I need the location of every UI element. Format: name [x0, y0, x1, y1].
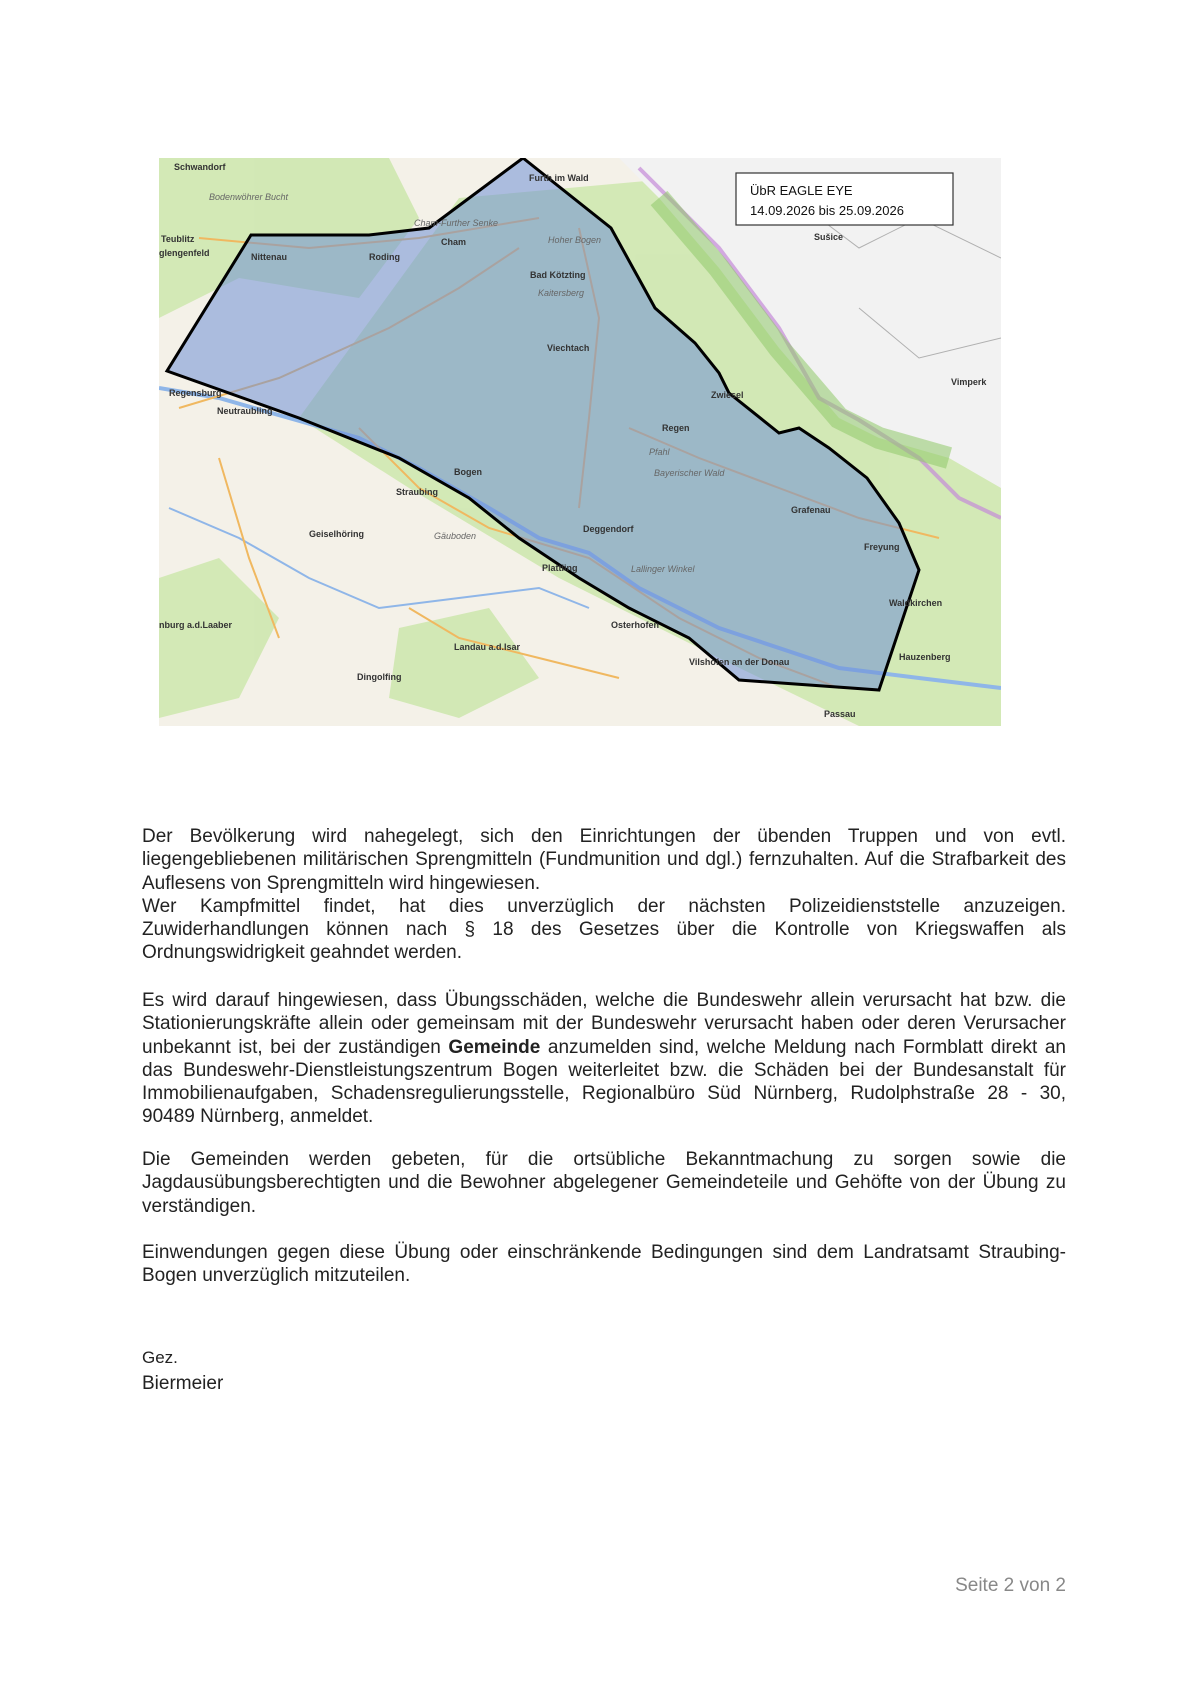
place-label: Regensburg [169, 388, 222, 398]
place-label: Cham [441, 237, 467, 247]
signature-name: Biermeier [142, 1373, 224, 1394]
place-label: Freyung [864, 542, 900, 552]
place-label: Bayerischer Wald [654, 468, 725, 478]
place-label: Viechtach [547, 343, 590, 353]
paragraph-objections [142, 1241, 1066, 1288]
place-label: Bodenwöhrer Bucht [209, 192, 289, 202]
place-label: Hauzenberg [899, 652, 951, 662]
place-label: Vimperk [951, 377, 987, 387]
paragraph-damages [142, 989, 1066, 1129]
place-label: nburg a.d.Laaber [159, 620, 233, 630]
place-label: Vilshofen an der Donau [689, 657, 790, 667]
paragraph-municipalities [142, 1148, 1066, 1218]
place-label: Nittenau [251, 252, 287, 262]
objections-text: Einwendungen gegen diese Übung oder einschränkende Bedingungen sind dem Landratsamt Straubing-Bogen unverzüglich mitzuteilen. [142, 1242, 1066, 1287]
damages-bold-gemeinde: Gemeinde [448, 1036, 541, 1058]
exercise-area-map [159, 158, 1001, 726]
damages-text-2: anzumelden sind, welche Meldung nach Formblatt direkt an das Bundeswehr-Dienstleistungszentrum Bogen weiterleitet bzw. die Schäden bei der Bundesanstalt für Immobilienaufgaben, Schadensregulierungsstelle, Regionalbüro Süd Nürnberg, Rudolphstraße 28 - 30, 90489 Nürnberg, anmeldet. [142, 1036, 1066, 1128]
page-number: Seite 2 von 2 [955, 1575, 1066, 1596]
place-label: Cham-Further Senke [414, 218, 499, 228]
place-label: Dingolfing [357, 672, 402, 682]
paragraph-safety [142, 825, 1066, 965]
place-label: glengenfeld [159, 248, 210, 258]
paragraph-ordnance-text: Wer Kampfmittel findet, hat dies unverzüglich der nächsten Polizeidienststelle anzuzeigen. Zuwiderhandlungen können nach § 18 des Gesetzes über die Kontrolle von Kriegswaffen als Ordnungswidrigkeit geahndet werden. [142, 895, 1066, 964]
place-label: Waldkirchen [889, 598, 943, 608]
municipalities-text: Die Gemeinden werden gebeten, für die ortsübliche Bekanntmachung zu sorgen sowie die Jagdausübungsberechtigten und die Bewohner abgelegener Gemeindeteile und Gehöfte von der Übung zu verständigen. [142, 1149, 1066, 1217]
place-label: Hoher Bogen [548, 235, 602, 245]
place-label: Bogen [454, 467, 482, 477]
place-label: Passau [824, 709, 856, 719]
place-label: Straubing [396, 487, 438, 497]
place-label: Regen [662, 423, 690, 433]
place-label: Plattling [542, 563, 578, 573]
place-label: Roding [369, 252, 400, 262]
place-label: Schwandorf [174, 162, 226, 172]
place-label: Geiselhöring [309, 529, 365, 539]
place-label: Teublitz [161, 234, 195, 244]
place-label: Sušice [814, 232, 844, 242]
legend-title: ÜbR EAGLE EYE [750, 183, 853, 198]
map-legend-box [736, 173, 953, 225]
place-label: Lallinger Winkel [631, 564, 695, 574]
place-label: Kaitersberg [538, 288, 585, 298]
place-label: Furth im Wald [529, 173, 589, 183]
place-label: Osterhofen [611, 620, 660, 630]
place-label: Gäuboden [434, 531, 477, 541]
place-label: Grafenau [791, 505, 831, 515]
place-label: Bad Kötzting [530, 270, 586, 280]
damages-text-1: Es wird darauf hingewiesen, dass Übungsschäden, welche die Bundeswehr allein verursacht hat bzw. die Stationierungskräfte allein oder gemeinsam mit der Bundeswehr verursacht haben oder deren Verursacher unbekannt ist, bei der zuständigen [142, 990, 1066, 1058]
place-label: Zwiesel [711, 390, 744, 400]
paragraph-safety-text: Der Bevölkerung wird nahegelegt, sich den Einrichtungen der übenden Truppen und von evtl. liegengebliebenen militärischen Sprengmitteln (Fundmunition und dgl.) fernzuhalten. Auf die Strafbarkeit des Auflesens von Sprengmitteln wird hingewiesen. [142, 826, 1066, 894]
legend-dates: 14.09.2026 bis 25.09.2026 [750, 203, 904, 218]
place-label: Pfahl [649, 447, 670, 457]
place-label: Neutraubling [217, 406, 273, 416]
signature-gez: Gez. [142, 1348, 178, 1367]
place-label: Deggendorf [583, 524, 634, 534]
place-label: Landau a.d.Isar [454, 642, 521, 652]
